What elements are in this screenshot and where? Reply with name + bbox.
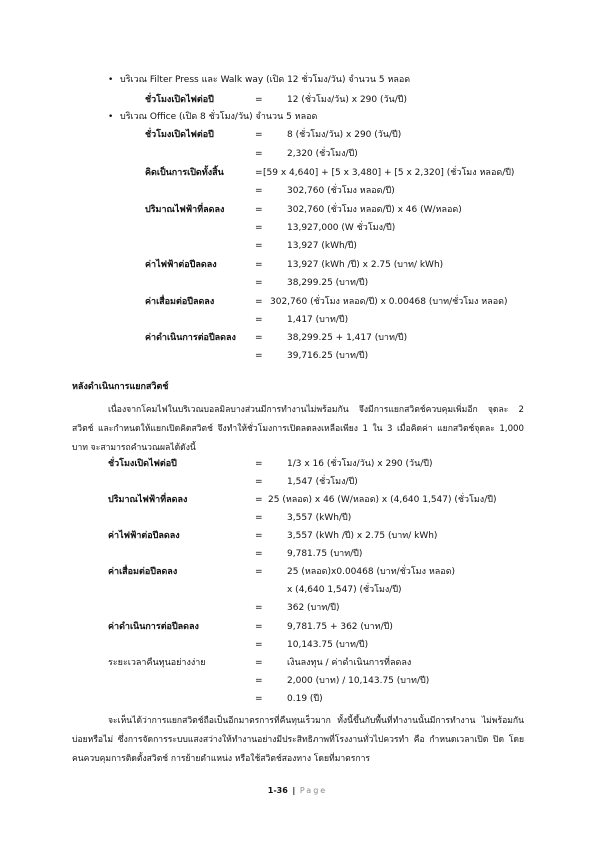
row-label: ระยะเวลาคืนทุนอย่างง่าย: [108, 658, 206, 668]
row-value: เงินลงทุน / ค่าดำเนินการที่ลดลง: [287, 658, 412, 668]
bullet-office: บริเวณ Office (เปิด 8 ชั่วโมง/วัน) จำนวน 5 หลอด: [120, 112, 318, 122]
row-value: 12 (ชั่วโมง/วัน) x 290 (วัน/ปี): [287, 95, 407, 105]
footer-separator: |: [292, 786, 296, 795]
equals-sign: =: [255, 622, 263, 632]
row-value: 1,547 (ชั่วโมง/ปี): [287, 477, 358, 487]
equals-sign: =: [255, 130, 263, 140]
row-value: 0.19 (ปี): [287, 694, 323, 704]
row-value: 8 (ชั่วโมง/วัน) x 290 (วัน/ปี): [287, 130, 402, 140]
equals-sign: =: [255, 694, 263, 704]
row-label: ค่าไฟฟ้าต่อปีลดลง: [108, 531, 180, 541]
row-label: ชั่วโมงเปิดไฟต่อปี: [145, 130, 214, 140]
equals-sign: =: [255, 495, 263, 505]
row-value: 38,299.25 + 1,417 (บาท/ปี): [287, 333, 408, 343]
row-value: 38,299.25 (บาท/ปี): [287, 278, 369, 288]
row-label: ค่าเสื่อมต่อปีลดลง: [145, 297, 215, 307]
equals-sign: =: [255, 315, 263, 325]
row-label: ค่าเสื่อมต่อปีลดลง: [108, 567, 178, 577]
equals-sign: =: [255, 658, 263, 668]
equals-sign: =: [255, 149, 263, 159]
row-value: 9,781.75 + 362 (บาท/ปี): [287, 622, 393, 632]
row-value: 25 (หลอด)x0.00468 (บาท/ชั่วโมง หลอด): [287, 567, 456, 577]
row-value: 2,320 (ชั่วโมง/ปี): [287, 149, 358, 159]
equals-sign: =: [255, 513, 263, 523]
equals-sign: =: [255, 278, 263, 288]
row-value: 13,927 (kWh/ปี): [287, 241, 357, 251]
equals-sign: =: [255, 260, 263, 270]
equals-sign: =: [255, 95, 263, 105]
row-value: 1,417 (บาท/ปี): [287, 315, 349, 325]
row-value: 362 (บาท/ปี): [287, 603, 340, 613]
equals-sign: =: [255, 531, 263, 541]
equals-sign: =: [255, 241, 263, 251]
row-value: 2,000 (บาท) / 10,143.75 (บาท/ปี): [287, 676, 430, 686]
equals-sign: =: [255, 333, 263, 343]
equals-sign: =: [255, 549, 263, 559]
row-value: 10,143.75 (บาท/ปี): [287, 640, 369, 650]
row-label: ค่าดำเนินการต่อปีลดลง: [108, 622, 199, 632]
row-value: 13,927,000 (W ชั่วโมง/ปี): [287, 223, 396, 233]
row-value: 3,557 (kWh/ปี): [287, 513, 352, 523]
section-heading: หลังดำเนินการแยกสวิตช์: [72, 382, 169, 392]
row-value: [59 x 4,640] + [5 x 3,480] + [5 x 2,320] (ชั่วโมง หลอด/ปี): [263, 168, 515, 178]
row-value: 1/3 x 16 (ชั่วโมง/วัน) x 290 (วัน/ปี): [287, 459, 433, 469]
equals-sign: =: [255, 186, 263, 196]
bullet-icon: •: [108, 112, 114, 122]
page-number: 1-36: [267, 786, 288, 795]
equals-sign: =: [255, 168, 263, 178]
row-value: 9,781.75 (บาท/ปี): [287, 549, 363, 559]
row-label: ปริมาณไฟฟ้าที่ลดลง: [145, 205, 225, 215]
page-label: Page: [299, 786, 328, 795]
equals-sign: =: [255, 223, 263, 233]
row-value: 25 (หลอด) x 46 (W/หลอด) x (4,640 1,547) (ชั่วโมง/ปี): [268, 495, 497, 505]
row-value: 13,927 (kWh /ปี) x 2.75 (บาท/ kWh): [287, 260, 444, 270]
equals-sign: =: [255, 676, 263, 686]
bullet-icon: •: [108, 75, 114, 85]
equals-sign: =: [255, 297, 263, 307]
row-label: ชั่วโมงเปิดไฟต่อปี: [108, 459, 177, 469]
row-label: ชั่วโมงเปิดไฟต่อปี: [145, 95, 214, 105]
row-value: x (4,640 1,547) (ชั่วโมง/ปี): [287, 585, 402, 595]
equals-sign: =: [255, 603, 263, 613]
row-label: คิดเป็นการเปิดทั้งสิ้น: [145, 168, 224, 178]
equals-sign: =: [255, 351, 263, 361]
bullet-filter-press: บริเวณ Filter Press และ Walk way (เปิด 12 ชั่วโมง/วัน) จำนวน 5 หลอด: [120, 75, 411, 85]
row-value: 302,760 (ชั่วโมง หลอด/ปี): [287, 186, 395, 196]
equals-sign: =: [255, 477, 263, 487]
row-value: 39,716.25 (บาท/ปี): [287, 351, 369, 361]
row-label: ค่าไฟฟ้าต่อปีลดลง: [145, 260, 217, 270]
equals-sign: =: [255, 205, 263, 215]
row-value: 302,760 (ชั่วโมง หลอด/ปี) x 46 (W/หลอด): [287, 205, 462, 215]
row-label: ค่าดำเนินการต่อปีลดลง: [145, 333, 236, 343]
equals-sign: =: [255, 640, 263, 650]
equals-sign: =: [255, 567, 263, 577]
row-value: 302,760 (ชั่วโมง หลอด/ปี) x 0.00468 (บาท/ชั่วโมง หลอด): [270, 297, 508, 307]
intro-paragraph: เนื่องจากโคมไฟในบริเวณบอลมิลบางส่วนมีการทำงานไม่พร้อมกัน จึงมีการแยกสวิตช์ควบคุมเพิ่มอีก จุดละ 2 สวิตช์ และกำหนดให้แยกเปิดคิดสวิตช์ จึงทำให้ชั่วโมงการเปิดลดลงเหลือเพียง 1 ใน 3 เมื่อคิดค่า แยกสวิตช์จุดละ 1,000 บาท จะสามารถคำนวณผลได้ดังนี้: [72, 405, 524, 453]
page-footer: [0, 786, 595, 795]
row-value: 3,557 (kWh /ปี) x 2.75 (บาท/ kWh): [287, 531, 438, 541]
conclusion-paragraph: จะเห็นได้ว่าการแยกสวิตช์ถือเป็นอีกมาตรการที่คืนทุนเร็วมาก ทั้งนี้ขึ้นกับพื้นที่ทำงานนั้นมีการทำงาน ไม่พร้อมกันบ่อยหรือไม่ ซึ่งการจัดการระบบแสงสว่างให้ทำงานอย่างมีประสิทธิภาพที่โรงงานทั่วไปควรทำ คือ กำหนดเวลาเปิด ปิด โดยคนควบคุมการติดตั้งสวิตช์ การย้ายตำแหน่ง หรือใช้สวิตช์สองทาง โดยที่มาตรการ: [72, 716, 524, 764]
equals-sign: =: [255, 459, 263, 469]
row-label: ปริมาณไฟฟ้าที่ลดลง: [108, 495, 188, 505]
